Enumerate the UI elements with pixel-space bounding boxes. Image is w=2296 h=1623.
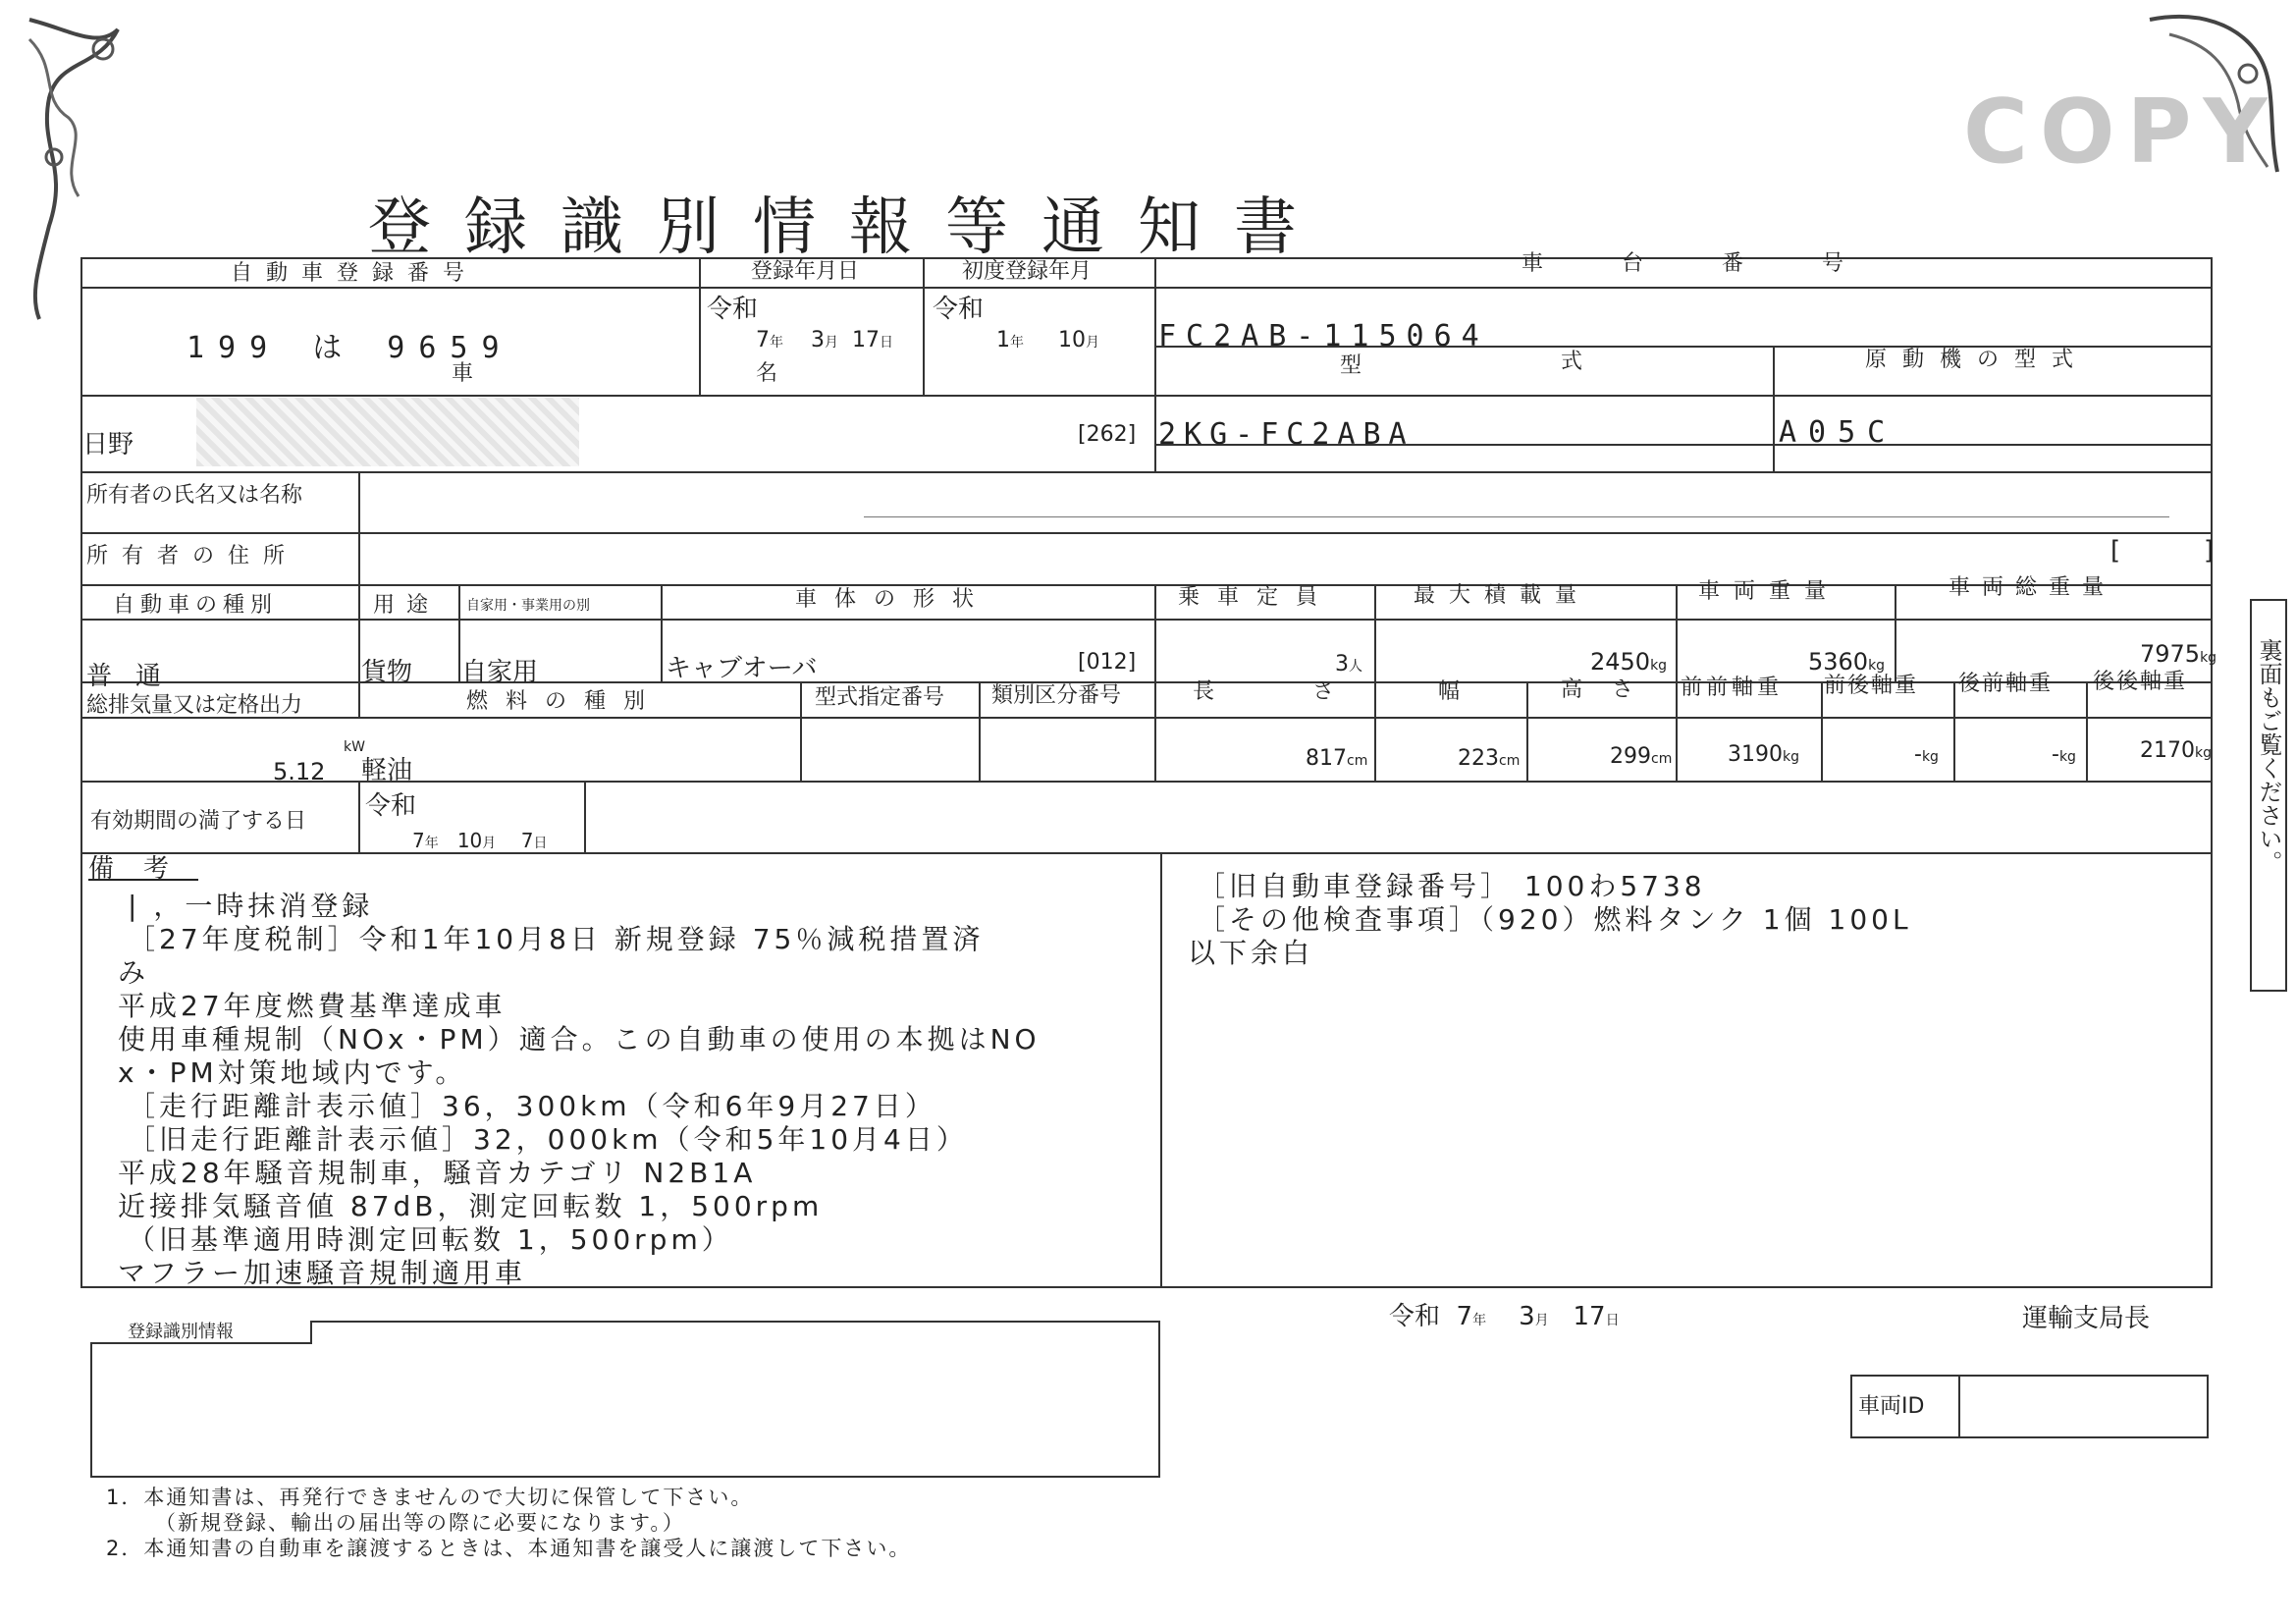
reg-id-box [90, 1321, 1160, 1478]
remarks-right-line: ［その他検査事項］（920）燃料タンク 1個 100L [1198, 903, 1912, 936]
footer-note-3: 2．本通知書の自動車を譲渡するときは、本通知書を譲受人に譲渡して下さい。 [106, 1537, 912, 1560]
body-code: [012] [1078, 650, 1137, 675]
width-label: 幅 [1438, 679, 1461, 704]
reg-number-value: 199 は 9659 [187, 331, 513, 365]
width: 223cm [1458, 746, 1521, 771]
reg-id-label: 登録識別情報 [128, 1322, 234, 1342]
engine-value: A05C [1779, 415, 1897, 450]
owner-name-label: 所有者の氏名又は名称 [86, 483, 303, 508]
remarks-left-line: 平成27年度燃費基準達成車 [118, 990, 507, 1022]
ff-axle-label: 前前軸重 [1681, 676, 1784, 700]
ff-axle: 3190kg [1728, 742, 1799, 767]
weight-label: 車両重量 [1698, 579, 1841, 604]
remarks-left-line: 使用車種規制（NOx・PM）適合。この自動車の使用の本拠はNO [118, 1023, 1041, 1055]
expiry-era: 令和 [365, 791, 417, 821]
footer-note-1: 1．本通知書は、再発行できませんので大切に保管して下さい。 [106, 1486, 754, 1509]
remarks-left-line: マフラー加速騒音規制適用車 [118, 1257, 527, 1289]
length-label: 長さ [1193, 679, 1433, 704]
remarks-left-line: ［走行距離計表示値］36，300km（令和6年9月27日） [128, 1090, 936, 1122]
displacement-label: 総排気量又は定格出力 [86, 693, 303, 718]
owner-address-bracket-left: [ [2110, 536, 2121, 566]
remarks-left-line: み [118, 956, 150, 989]
type-designation-label: 型式指定番号 [815, 685, 945, 710]
fr-axle: -kg [1914, 742, 1939, 767]
remarks-left [118, 890, 1153, 1290]
remarks-left-line: x・PM対策地域内です。 [118, 1056, 467, 1089]
rf-axle: -kg [2052, 742, 2076, 767]
page-title: 登録識別情報等通知書 [368, 191, 1330, 264]
expiry-date: 7年 10月 7日 [412, 829, 548, 852]
footer-note-2: （新規登録、輸出の届出等の際に必要になります。） [155, 1511, 685, 1535]
rf-axle-label: 後前軸重 [1958, 672, 2054, 696]
remarks-left-line: （旧基準適用時測定回転数 1，500rpm） [128, 1223, 733, 1256]
first-reg-label: 初度登録年月 [962, 259, 1093, 284]
gross-label: 車両総重量 [1949, 575, 2116, 600]
use-label: 用途 [373, 593, 441, 618]
model-label-1: 型 [1340, 353, 1362, 378]
model-label-2: 式 [1561, 350, 1583, 374]
capacity: 3人 [1335, 652, 1362, 676]
remarks-label: 備考 [88, 854, 199, 884]
name-value: 日野 [82, 430, 134, 460]
height: 299cm [1610, 744, 1673, 769]
private-label: 自家用・事業用の別 [466, 598, 590, 614]
remarks-left-line: 近接排気騒音値 87dB，測定回転数 1，500rpm [118, 1190, 824, 1222]
remarks-left-line: 平成28年騒音規制車，騒音カテゴリ N2B1A [118, 1157, 757, 1189]
issuer: 運輸支局長 [2022, 1304, 2151, 1333]
length: 817cm [1306, 746, 1368, 771]
reg-date: 7年 3月 17日 [756, 328, 893, 352]
owner-address-label: 所有者の住所 [86, 544, 299, 568]
reg-number-label: 自動車登録番号 [231, 261, 479, 286]
kind-value: 普通 [86, 662, 186, 691]
max-load-label: 最大積載量 [1414, 583, 1591, 608]
first-reg-era: 令和 [933, 295, 985, 324]
expiry-label: 有効期間の満了する日 [90, 809, 307, 834]
height-label: 高さ [1561, 677, 1664, 702]
first-reg-date: 1年 10月 [996, 328, 1099, 352]
name-label-2: 名 [756, 361, 778, 386]
fuel-value: 軽油 [361, 756, 413, 785]
chassis-value: FC2AB-115064 [1158, 319, 1489, 353]
chassis-label: 車台番号 [1522, 251, 1923, 276]
rr-axle-label: 後後軸重 [2093, 670, 2188, 694]
fuel-label: 燃料の種別 [466, 689, 664, 714]
displacement: 5.12 [273, 758, 326, 785]
model-value: 2KG-FC2ABA [1158, 417, 1415, 452]
body-label: 車体の形状 [795, 587, 992, 612]
category-label: 類別区分番号 [991, 683, 1122, 708]
capacity-label: 乗車定員 [1178, 585, 1336, 610]
use-value: 貨物 [361, 658, 413, 687]
copy-watermark: COPY [1963, 81, 2279, 184]
rr-axle: 2170kg [2140, 738, 2212, 763]
body-value: キャブオーバ [666, 654, 818, 683]
remarks-right [1188, 870, 2209, 970]
reg-date-label: 登録年月日 [751, 259, 860, 284]
max-load: 2450kg [1590, 648, 1668, 676]
fr-axle-label: 前後軸重 [1824, 674, 1919, 698]
engine-label: 原動機の型式 [1865, 348, 2090, 372]
gross: 7975kg [2140, 640, 2217, 668]
name-label-1: 車 [452, 361, 474, 386]
remarks-left-line: ［27年度税制］令和1年10月8日 新規登録 75％減税措置済 [128, 923, 985, 955]
owner-address-bracket-right: ] [2204, 536, 2215, 566]
weight: 5360kg [1808, 648, 1886, 676]
redacted-name [196, 398, 579, 466]
issue-date: 令和 7年 3月 17日 [1389, 1302, 1620, 1331]
private-value: 自家用 [461, 658, 539, 687]
remarks-right-line: ［旧自動車登録番号］ 100わ5738 [1198, 870, 1706, 902]
remarks-right-line: 以下余白 [1188, 937, 1314, 969]
remarks-left-line: | ，一時抹消登録 [128, 890, 374, 922]
reg-date-era: 令和 [707, 295, 759, 324]
name-code: [262] [1078, 422, 1137, 447]
kind-label: 自動車の種別 [113, 593, 279, 618]
side-note: 裏面もご覧ください。 [2255, 638, 2282, 874]
remarks-left-line: ［旧走行距離計表示値］32，000km（令和5年10月4日） [128, 1123, 968, 1156]
displacement-unit: kW [344, 739, 365, 755]
vehicle-id-label: 車両ID [1858, 1394, 1925, 1419]
